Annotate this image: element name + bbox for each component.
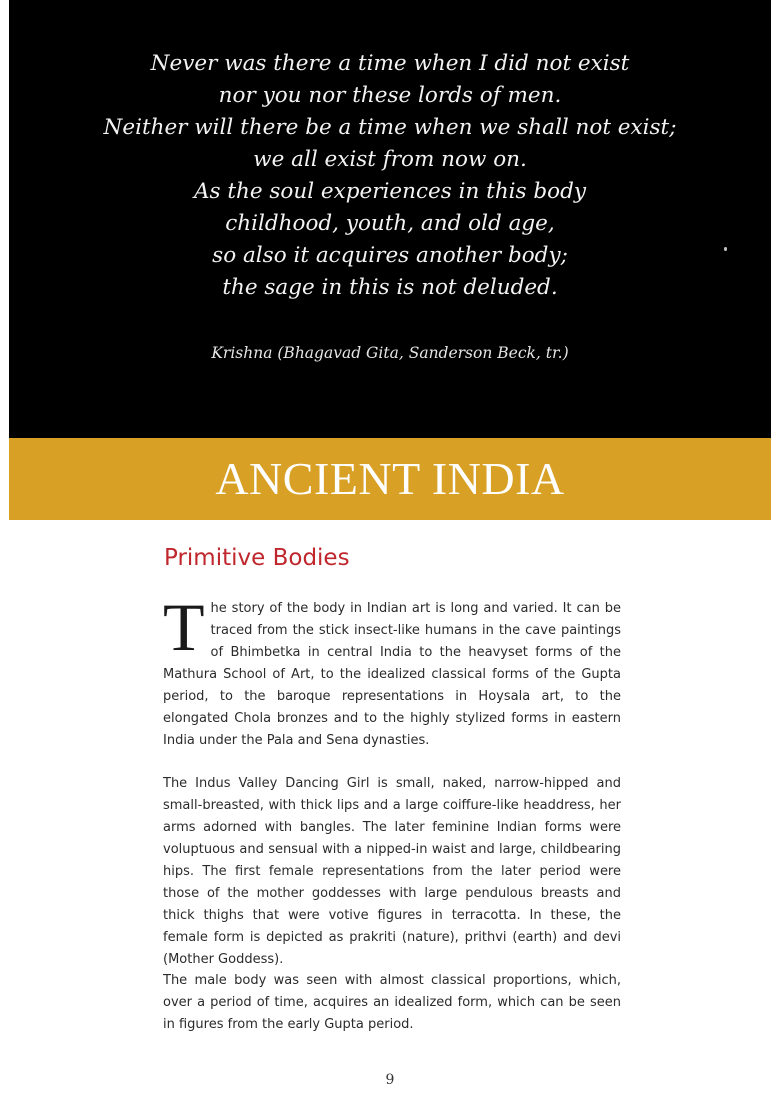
quote-line: the sage in this is not deluded. <box>222 275 558 300</box>
body-paragraph-1 <box>163 589 621 752</box>
quote-line: Neither will there be a time when we shall not exist; <box>103 115 677 140</box>
quote-line: so also it acquires another body; <box>212 243 568 268</box>
quote-attribution: Krishna (Bhagavad Gita, Sanderson Beck, tr.) <box>211 344 569 362</box>
quote-line: childhood, youth, and old age, <box>225 211 555 236</box>
chapter-title-band <box>9 438 771 520</box>
epigraph-panel <box>9 0 771 438</box>
chapter-title: ANCIENT INDIA <box>215 453 565 504</box>
page-number: 9 <box>385 1072 395 1088</box>
drop-cap-letter: T <box>163 589 205 665</box>
epigraph-quote <box>9 48 771 304</box>
quote-line: Never was there a time when I did not exist <box>150 51 630 76</box>
paragraph-text: he story of the body in Indian art is long and varied. It can be traced from the stick insect-like humans in the cave paintings of Bhimbetka in central India to the heavyset forms of the Mathura School of Art, to the idealized classical forms of the Gupta period, to the baroque representations in Hoysala art, to the elongated Chola bronzes and to the highly stylized forms in eastern India under the Pala and Sena dynasties. <box>163 601 621 748</box>
body-paragraph-2: The Indus Valley Dancing Girl is small, naked, narrow-hipped and small-breasted, with thick lips and a large coiffure-like headdress, her arms adorned with bangles. The later feminine Indian forms were voluptuous and sensual with a nipped-in waist and large, childbearing hips. The first female representations from the later period were those of the mother goddesses with large pendulous breasts and thick thighs that were votive figures in terracotta. In these, the female form is depicted as prakriti (nature), prithvi (earth) and devi (Mother Goddess). <box>163 776 621 967</box>
quote-line: As the soul experiences in this body <box>193 179 587 204</box>
print-speck-decoration <box>724 247 727 251</box>
body-paragraph-3: The male body was seen with almost classical proportions, which, over a period of time, acquires an idealized form, which can be seen in figures from the early Gupta period. <box>163 973 621 1032</box>
section-heading: Primitive Bodies <box>164 545 350 571</box>
quote-line: nor you nor these lords of men. <box>218 83 562 108</box>
quote-line: we all exist from now on. <box>253 147 527 172</box>
